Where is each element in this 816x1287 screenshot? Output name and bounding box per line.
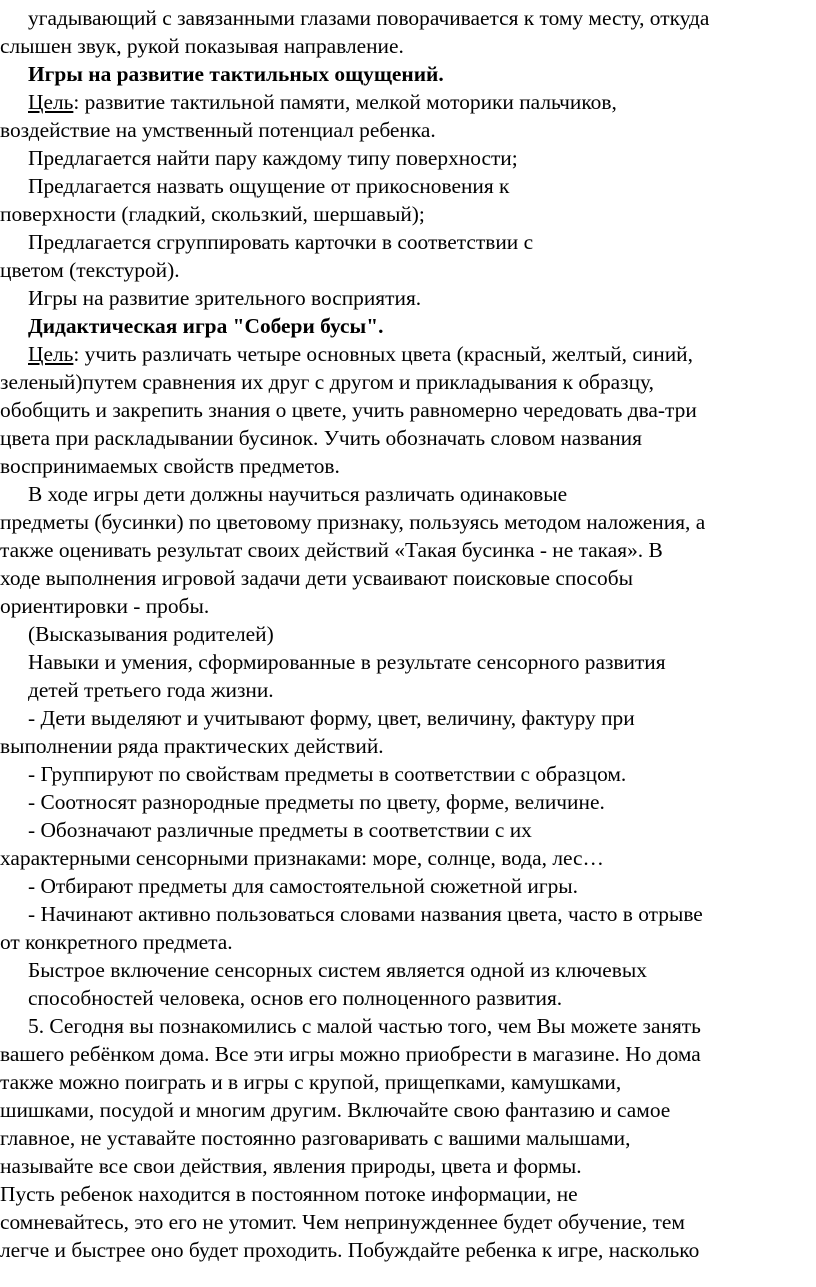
- text-line: от конкретного предмета.: [0, 930, 233, 954]
- text-line: шишками, посудой и многим другим. Включайте свою фантазию и самое: [0, 1098, 671, 1122]
- text-line: Пусть ребенок находится в постоянном потоке информации, не: [0, 1182, 578, 1206]
- goal-label: Цель: [28, 90, 74, 114]
- text-line: В ходе игры дети должны научиться различать одинаковые: [28, 482, 568, 506]
- text-line: Игры на развитие зрительного восприятия.: [28, 286, 422, 310]
- text-line: главное, не уставайте постоянно разговаривать с вашими малышами,: [0, 1126, 631, 1150]
- text-line: легче и быстрее оно будет проходить. Побуждайте ребенка к игре, насколько: [0, 1238, 700, 1262]
- text-line: Предлагается сгруппировать карточки в соответствии с: [28, 230, 534, 254]
- text-line: предметы (бусинки) по цветовому признаку, пользуясь методом наложения, а: [0, 510, 706, 534]
- text-line: воздействие на умственный потенциал ребенка.: [0, 118, 436, 142]
- text-line: способностей человека, основ его полноценного развития.: [28, 986, 563, 1010]
- list-item: - Обозначают различные предметы в соответствии с их: [28, 818, 532, 842]
- text-line: выполнении ряда практических действий.: [0, 734, 384, 758]
- list-item: - Начинают активно пользоваться словами названия цвета, часто в отрыве: [28, 902, 703, 926]
- list-item: - Дети выделяют и учитывают форму, цвет, величину, фактуру при: [28, 706, 635, 730]
- text-line: также можно поиграть и в игры с крупой, прищепками, камушками,: [0, 1070, 622, 1094]
- text-line: (Высказывания родителей): [28, 622, 274, 646]
- list-item: - Группируют по свойствам предметы в соответствии с образцом.: [28, 762, 627, 786]
- text-line: называйте все свои действия, явления природы, цвета и формы.: [0, 1154, 582, 1178]
- goal-label: Цель: [28, 342, 74, 366]
- goal-line: [28, 340, 693, 368]
- text-line: Предлагается назвать ощущение от прикосновения к: [28, 174, 510, 198]
- text-line: характерными сенсорными признаками: море, солнце, вода, лес…: [0, 846, 604, 870]
- text-line: ориентировки - пробы.: [0, 594, 210, 618]
- goal-text: : развитие тактильной памяти, мелкой моторики пальчиков,: [73, 90, 617, 114]
- text-line: Предлагается найти пару каждому типу поверхности;: [28, 146, 518, 170]
- goal-text: : учить различать четыре основных цвета (красный, желтый, синий,: [73, 342, 693, 366]
- text-line: детей третьего года жизни.: [28, 678, 274, 702]
- section-heading: Игры на развитие тактильных ощущений.: [28, 62, 444, 86]
- text-line: также оценивать результат своих действий «Такая бусинка - не такая». В: [0, 538, 663, 562]
- text-line: цвета при раскладывании бусинок. Учить обозначать словом названия: [0, 426, 642, 450]
- text-line: слышен звук, рукой показывая направление.: [0, 34, 404, 58]
- text-line: воспринимаемых свойств предметов.: [0, 454, 340, 478]
- text-line: зеленый)путем сравнения их друг с другом и прикладывания к образцу,: [0, 370, 654, 394]
- text-line: Быстрое включение сенсорных систем является одной из ключевых: [28, 958, 647, 982]
- list-item: - Отбирают предметы для самостоятельной сюжетной игры.: [28, 874, 579, 898]
- goal-line: [28, 88, 617, 116]
- text-line: вашего ребёнком дома. Все эти игры можно приобрести в магазине. Но дома: [0, 1042, 701, 1066]
- text-line: поверхности (гладкий, скользкий, шершавый);: [0, 202, 425, 226]
- text-line: угадывающий с завязанными глазами поворачивается к тому месту, откуда: [28, 6, 710, 30]
- text-line: сомневайтесь, это его не утомит. Чем непринужденнее будет обучение, тем: [0, 1210, 685, 1234]
- text-line: 5. Сегодня вы познакомились с малой частью того, чем Вы можете занять: [28, 1014, 701, 1038]
- section-heading: Дидактическая игра "Собери бусы".: [28, 314, 384, 338]
- text-line: ходе выполнения игровой задачи дети усваивают поисковые способы: [0, 566, 633, 590]
- text-line: Навыки и умения, сформированные в результате сенсорного развития: [28, 650, 666, 674]
- text-line: цветом (текстурой).: [0, 258, 180, 282]
- list-item: - Соотносят разнородные предметы по цвету, форме, величине.: [28, 790, 605, 814]
- text-line: обобщить и закрепить знания о цвете, учить равномерно чередовать два-три: [0, 398, 697, 422]
